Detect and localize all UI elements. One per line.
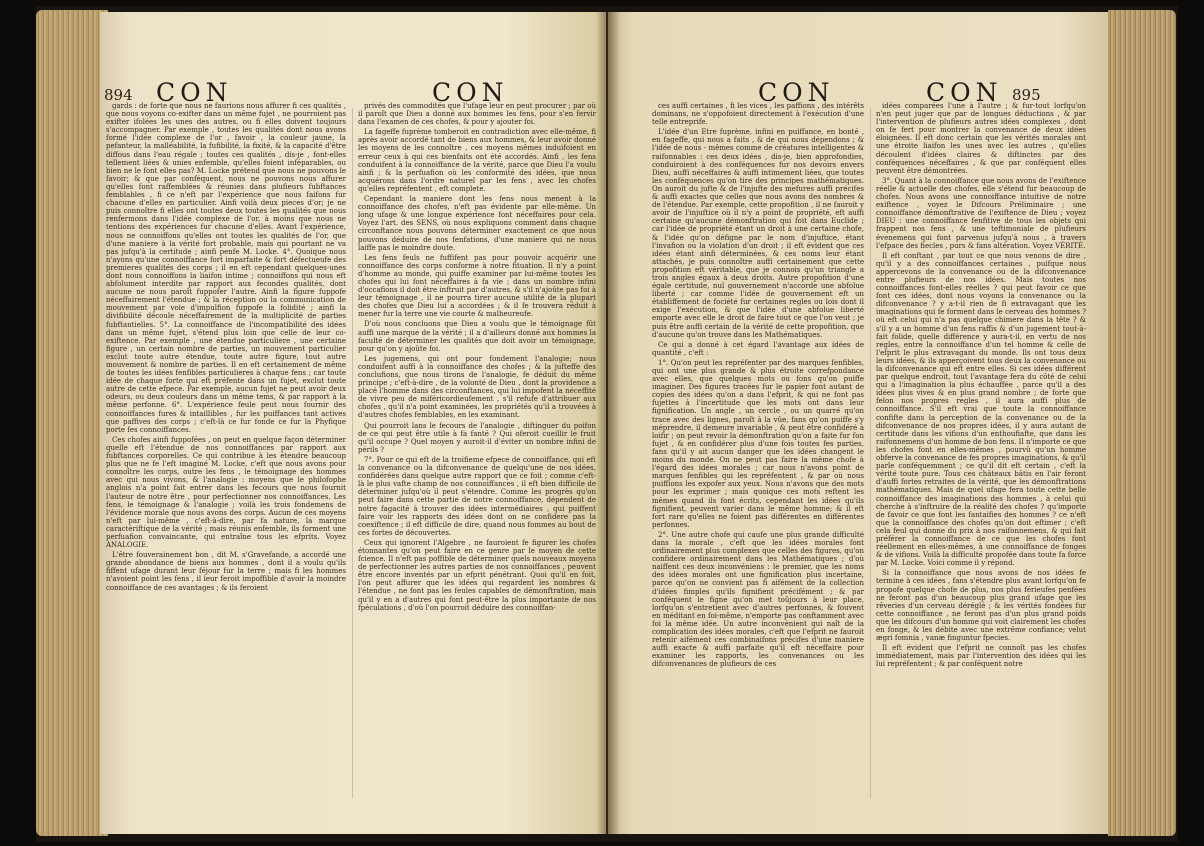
paragraph: idées comparées l'une à l'autre ; & fur-tout lorfqu'on n'en peut juger que par de longues déductions , & par l'intervention de plufieurs autres idées complexes , dont on fe fert pour montrer la convenance de deux idées éloignées. Il eft donc certain que les vérités morales ont une étroite liaifon les unes avec les autres , qu'elles découlent d'idées claires & diftinctes par des conféquences néceffaires , & que par conféquent elles peuvent être démontrées. <box>876 102 1086 175</box>
text-column-1 <box>106 102 346 802</box>
paragraph: L'être fouverainement bon , dit M. s'Gravefande, a accordé une grande abondance de biens aux hommes , dont il a voulu qu'ils fiffent ufage durant leur féjour fur la terre ; mais fi les hommes n'avoient point les fens , il leur feroit impoffible d'avoir la moindre connoiffance de ces avantages ; & ils feroient <box>106 551 346 592</box>
paragraph: L'idée d'un Etre fuprème, infini en puiffance, en bonté , en fageffe, qui nous a faits , & de qui nous dépendons ; & l'idée de nous - mêmes comme de créatures intelligentes & raifonnables : ces deux idées , dis-je, bien approfondies, conduiroient à des conféquences fur nos devoirs envers Dieu, auffi néceffaires & auffi intimement liées, que toutes les conféquences qu'on tire des principes mathématiques. On auroit du jufte & de l'injufte des mefures auffi précifes & auffi exactes que celles que nous avons des nombres & de l'étendue. Par exemple, cette propofition , il ne fauroit y avoir de l'injuftice où il n'y a point de propriété, eft auffi certaine qu'aucune démonftration qui foit dans Euclide ; car l'idée de propriété étant un droit à une certaine chofe, & l'idée qu'on défigne par le nom d'injuftice, étant l'invafion ou la violation d'un droit ; il eft évident que ces idées étant ainfi déterminées, & ces noms leur étant attachés, je puis connoître auffi certainement que cette propofition eft véritable, que je connois qu'un triangle a trois angles égaux à deux droits. Autre propofition d'une égale certitude, nul gouvernement n'accorde une abfolue liberté ; car comme l'idée de gouvernement eft un établiffement de fociété fur certaines regles ou lois dont il exige l'exécution, & que l'idée d'une abfolue liberté emporte avec elle le droit de faire tout ce que l'on veut ; je puis être auffi certain de la vérité de cette propofition, que d'aucune qu'on trouve dans les Mathématiques. <box>652 128 864 339</box>
paragraph: 3°. Quant à la connoiffance que nous avons de l'exiftence réelle & actuelle des chofes, elle s'étend fur beaucoup de chofes. Nous avons une connoiffance intuitive de notre exiftence , voyez le Difcours Préliminaire ; une connoiffance démonftrative de l'exiftence de Dieu ; voyez DIEU : une connoiffance fenfitive de tous les objets qui frappent nos fens , & une teftimoniale de plufieurs évenemens qui font parvenus jufqu'à nous , à travers l'efpace des fiecles , purs & fans altération. Voyez VÉRITÉ. <box>876 176 1086 250</box>
paragraph: 2°. Une autre chofe qui caufe une plus grande difficulté dans la morale , c'eft que les idées morales font ordinairement plus complexes que celles des figures, qu'on confidere ordinairement dans les Mathématiques ; d'où naiffent ces deux inconvéniens : le premier, que les noms des idées morales ont une fignification plus incertaine, parce qu'on ne convient pas fi aifément de la collection d'idées fimples qu'ils fignifient précifément ; & par conféquent le figne qu'on met toûjours à leur place, lorfqu'on s'entretient avec d'autres perfonnes, & fouvent en méditant en foi-même, n'emporte pas conftamment avec foi la même idée. Un autre inconvénient qui naît de la complication des idées morales, c'eft que l'efprit ne fauroit retenir aifément ces combinaifons précifes d'une maniere auffi exacte & auffi parfaite qu'il eft néceffaire pour examiner les rapports, les convenances ou les difconvenances de plufieurs de ces <box>652 530 864 669</box>
right-page <box>608 12 1108 834</box>
paragraph: D'où nous concluons que Dieu a voulu que le témoignage fût auffi une marque de la vérité ; il a d'ailleurs donné aux hommes la faculté de déterminer les qualités que doit avoir un témoignage, pour qu'on y ajoûte foi. <box>358 320 596 353</box>
paragraph: ces auffi certaines , fi les vices , les paffions , des intérêts dominans, ne s'oppofoient directement à l'exécution d'une telle entreprife. <box>652 102 864 127</box>
paragraph: Il eft évident que l'efprit ne connoît pas les chofes immédiatement, mais par l'intervention des idées qui les lui repréfentent ; & par conféquent notre <box>876 644 1086 669</box>
paragraph: Qui pourroit lans le fecours de l'analogie , diftinguer du poifon de ce qui peut être utile à fa fanté ? Qui oferoit cueillir le fruit qu'il occupe ? Quel moyen y auroit-il d'éviter un nombre infini de périls ? <box>358 421 596 454</box>
paragraph: Cependant la maniere dont les fens nous menent à la connoiffance des chofes, n'eft pas évidente par elle-même. Un long ufage & une longue expérience font néceffaires pour cela. Voyez l'art. des SENS, où nous expliquons comment dans chaque circonftance nous pouvons déterminer exactement ce que nous pouvons déduire de nos fenfations, d'une maniere qui ne nous laiffe pas le moindre doute. <box>358 195 596 252</box>
book-gutter <box>596 12 620 834</box>
paragraph: 7°. Pour ce qui eft de la troifieme efpece de connoiffance, qui eft la convenance ou la difconvenance de quelqu'une de nos idées, confidérées dans quelque autre rapport que ce foit ; comme c'eft-là le plus vafte champ de nos connoiffances , il eft bien difficile de déterminer jufqu'où il peut s'étendre. Comme les progrès qu'on peut faire dans cette partie de notre connoiffance, dépendent de notre fagacité à trouver des idées intermédiaires , qui puiffent faire voir les rapports des idées dont on ne confidere pas la coexiftence ; il eft difficile de dire, quand nous fommes au bout de ces fortes de découvertes. <box>358 455 596 537</box>
paragraph: Ces chofes ainfi fuppofées , on peut en quelque façon déterminer quelle eft l'étendue de nos connoiffances par rapport aux fubftances corporelles. Ce qui contribue à les étendre beaucoup plus que ne fe l'eft imaginé M. Locke, c'eft que nous avons pour connoître les corps, outre les fens , le témoignage des hommes avec qui nous vivons, & l'analogie : moyens que le philofophe anglois n'a point fait entrer dans les fecours que nous fournit l'auteur de notre être , pour perfectionner nos connoiffances. Les fens, le témoignage & l'analogie ; voilà les trois fondemens de l'évidence morale que nous avons des corps. Aucun de ces moyens n'eft par lui-même , c'eft-à-dire, par fa nature, la marque caractériftique de la vérité ; mais réunis enfemble, ils forment une perfuafion convaincante, qui entraîne tous les efprits. Voyez ANALOGIE. <box>106 435 346 550</box>
page-number: 895 <box>1012 86 1041 104</box>
running-head-left: CON <box>758 78 835 107</box>
paragraph: privés des commodités que l'ufage leur en peut procurer ; par où il paroît que Dieu a donné aux hommes les fens, pour s'en fervir dans l'examen de ces chofes, & pour y ajouter foi. <box>358 102 596 127</box>
paragraph: Les fens feuls ne fuffifent pas pour pouvoir acquérir une connoiffance des corps conforme à notre fituation. Il n'y a point d'homme au monde, qui puiffe examiner par lui-même toutes les chofes qui lui font néceffaires à fa vie ; dans un nombre infini d'occafions il doit être inftruit par d'autres, & s'il n'ajoûte pas foi à leur témoignage , il ne pourra tirer aucune utilité de la plupart des chofes que Dieu lui a accordées ; & il fe trouvera réduit à mener fur la terre une vie courte & malheureufe. <box>358 253 596 319</box>
paragraph: Les jugemens, qui ont pour fondement l'analogie; nous conduifent auffi à la connoiffance des chofes ; & la jufteffe des conclufions, que nous tirons de l'analogie, fe déduit du même principe ; c'eft-à-dire , de la volonté de Dieu , dont la providence a placé l'homme dans des circonftances, qui lui impofent la néceffité de vivre peu de miféricordieufement , s'il refufe d'attribuer aux chofes , qu'il n'a point examinées, les propriétés qu'il a trouvées à d'autres chofes femblables, en les examinant. <box>358 354 596 420</box>
paragraph: 1°. Qu'on peut les repréfenter par des marques fenfibles, qui ont une plus grande & plus étroite correfpondance avec elles, que quelques mots ou fons qu'on puiffe imaginer. Des figures tracées fur le papier font autant de copies des idées qu'on a dans l'efprit, & qui ne font pas fujettes à l'incertitude que les mots ont dans leur fignification. Un angle , un cercle , ou un quarré qu'on trace avec des lignes, paroît à la vûe, fans qu'on puiffe s'y méprendre, il demeure invariable , & peut être confidéré à loifir ; on peut revoir la démonftration qu'on a faite fur fon fujet , & en confidérer plus d'une fois toutes fes parties, fans qu'il y ait aucun danger que les idées changent le moins du monde. On ne peut pas faire la même chofe à l'égard des idées morales ; car nous n'avons point de marques fenfibles qui les repréfentent , & par où nous puiffions les expofer aux yeux. Nous n'avons que des mots pour les exprimer ; mais quoique ces mots reftent les mêmes quand ils font écrits, cependant les idées qu'ils fignifient, peuvent varier dans le même homme; & il eft fort rare qu'elles ne foient pas différentes en différentes perfonnes. <box>652 358 864 529</box>
right-page-edges <box>1108 10 1176 836</box>
running-head-right: CON <box>432 78 509 107</box>
paragraph: Ce qui a donné à cet égard l'avantage aux idées de quantité , c'eft : <box>652 340 864 357</box>
column-rule <box>352 108 353 798</box>
paragraph: Il eft conftant , par tout ce que nous venons de dire , qu'il y a des connoiffances certaines , puifque nous appercevons de la convenance ou de la difconvenance entre plufieurs de nos idées. Mais toutes nos connoiffances font-elles réelles ? qui peut favoir ce que font ces idées, dont nous voyons la convenance ou la difconvenance ? y a-t-il rien de fi extravagant que les imaginations qui fe forment dans le cerveau des hommes ? où eft celui qui n'a pas quelque chimere dans la tête ? & s'il y a un homme d'un fens raffis & d'un jugement tout-à-fait folide, quelle différence y aura-t-il, en vertu de nos regles, entre la connoiffance d'un tel homme & celle de l'efprit le plus extravagant du monde. Ils ont tous deux leurs idées, & ils apperçoivent tous deux la convenance ou la difconvenance qui eft entre elles. Si ces idées différent par quelque endroit, tout l'avantage fera du côté de celui qui a l'imagination la plus échauffée , parce qu'il a des idées plus vives & en plus grand nombre ; de forte que felon nos propres regles , il aura auffi plus de connoiffance. S'il eft vrai que toute la connoiffance confifte dans la perception de la convenance ou de la difconvenance de nos propres idées, il y aura autant de certitude dans les vifions d'un enthoufiafte, que dans les raifonnemens d'un homme de bon fens. Il n'importe ce que les chofes font en elles-mêmes , pourvû qu'un homme obferve la convenance de fes propres imaginations, & qu'il parle conféquemment ; ce qu'il dit eft certain , c'eft la vérité toute pure. Tous ces châteaux bâtis en l'air feront d'auffi fortes retraites de la vérité, que les démonftrations mathématiques. Mais de quel ufage fera toute cette belle connoiffance des imaginations des hommes , à celui qui cherche à s'inftruire de la réalité des chofes ? qu'importe de favoir ce que font les fantaifies des hommes ? ce n'eft que la connoiffance des chofes qu'on doit eftimer ; c'eft cela feul qui donne du prix à nos raifonnemens, & qui fait préférer la connoiffance de ce que les chofes font réellement en elles-mêmes, à une connoiffance de fonges & de vifions. Voilà la difficulté propofée dans toute fa force par M. Locke. Voici comme il y répond. <box>876 251 1086 568</box>
paragraph: gards : de forte que nous ne faurions nous affurer fi ces qualités , que nous voyons co-exifter dans un même fujet , ne pourroient pas exifter ifolées les unes des autres, ou fi elles doivent toujours s'accompagner. Par exemple , toutes les qualités dont nous avons formé l'idée complexe de l'or , favoir , la couleur jaune, la pefanteur, la malléabilité, la fufibilité, la fixité, & la capacité d'être diffous dans l'eau régale ; toutes ces qualités , dis-je , font-elles tellement liées & unies enfemble, qu'elles foient inféparables, ou bien ne le font elles pas? M. Locke prétend que nous ne pouvons le favoir; & que par conféquent, nous ne pouvons nous affurer qu'elles font raffemblées & réunies dans plufieurs fubftances femblables , fi ce n'eft par l'expérience que nous faifons fur chacune d'elles en particulier. Ainfi voilà deux pieces d'or; je ne puis connoître fi elles ont toutes deux toutes les qualités que nous renfermons dans l'idée complexe de l'or, à moins que nous ne tentions des expériences fur chacune d'elles. Avant l'expérience, nous ne connoiffons qu'elles ont toutes les qualités de l'or, que d'une maniere à la vérité fort probable, mais qui pourtant ne va pas jufqu'à la certitude ; ainfi penfe M. Locke. 4°. Quoique nous n'ayons qu'une connoiffance fort imparfaite & fort défectueufe des premieres qualités des corps ; il en eft cependant quelques-unes dont nous connoiffons la liaifon intime ; connoiffons qui nous eft abfolument interdite par rapport aux fecondes qualités, dont aucune ne nous paroît fuppofer l'autre. Ainfi la figure fuppofe néceffairement l'étendue ; & la réception ou la communication de mouvement par voie d'impulfion fuppofe la folidité ; ainfi la divifibilité découle néceffairement de la multiplicité de parties fubftantielles. 5°. La connoiffance de l'incompatibilité des idées dans un même fujet, s'étend plus loin que celle de leur co-exiftence. Par exemple , une étendue particuliere , une certaine figure , un certain nombre de parties, un mouvement particulier exclut toute autre étendue, toute autre figure, tout autre mouvement & nombre de parties. Il en eft certainement de même de toutes les idées fenfibles particulieres à chaque fens ; car toute idée de chaque forte qui eft préfente dans un fujet, exclut toute autre de cette efpece. Par exemple, aucun fujet ne peut avoir deux odeurs, ou deux couleurs dans un même tems, & par rapport à la même perfonne. 6°. L'expérience feule peut nous fournir des connoiffances fures & intaillibles , fur les puiffances tant actives que paffives des corps ; c'eft-là ce fur fonde ce fur la Phyfique porte fes connoiffances. <box>106 102 346 434</box>
text-column-2 <box>876 102 1086 802</box>
left-page <box>100 12 606 834</box>
page-number: 894 <box>104 86 133 104</box>
paragraph: La fageffe fuprème tomberoit en contradiction avec elle-même, fi après avoir accordé tant de biens aux hommes, & leur avoir donné les moyens de les connoître , ces moyens mêmes induifoient en erreur ceux à qui ces bienfaits ont été accordés. Ainfi , les fens conduifent à la connoiffance de la vérité, parce que Dieu l'a voulu ainfi ; & la perfuafion où les conformité des idées, que nous acquérons dans l'ordre naturel par les fens , avec les chofes qu'elles repréfentent , eft complete. <box>358 128 596 193</box>
column-rule <box>870 108 871 798</box>
running-head-left: CON <box>156 78 233 107</box>
text-column-2 <box>358 102 596 802</box>
paragraph: Si la connoiffance que nous avons de nos idées fe termine à ces idées , fans s'étendre plus avant lorfqu'on fe propofe quelque chofe de plus, nos plus férieufes penfées ne feront pas d'un beaucoup plus grand ufage que les rêveries d'un cerveau déréglé ; & les vérités fondées fur cette connoiffance , ne feront pas d'un plus grand poids que les difcours d'un homme qui voit clairement les chofes en fonge, & les débite avec une extrême confiance; velut ægri fomnia , vanæ finguntur fpecies. <box>876 569 1086 643</box>
running-head-right: CON <box>926 78 1003 107</box>
paragraph: Ceux qui ignorent l'Algebre , ne fauroient fe figurer les chofes étonnantes qu'on peut faire en ce genre par le moyen de cette fcience. Il n'eft pas poffible de déterminer quels nouveaux moyens de perfectionner les autres parties de nos connoiffances , peuvent être encore inventés par un efprit pénétrant. Quoi qu'il en foit, l'on peut affurer que les idées qui regardent les nombres & l'étendue , ne font pas les feules capables de démonftration, mais qu'il y en a d'autres qui font peut-être la plus importante de nos fpéculations , d'où l'on pourroit déduire des connoiffan- <box>358 538 596 612</box>
text-column-1 <box>652 102 864 802</box>
left-page-edges <box>36 10 108 836</box>
